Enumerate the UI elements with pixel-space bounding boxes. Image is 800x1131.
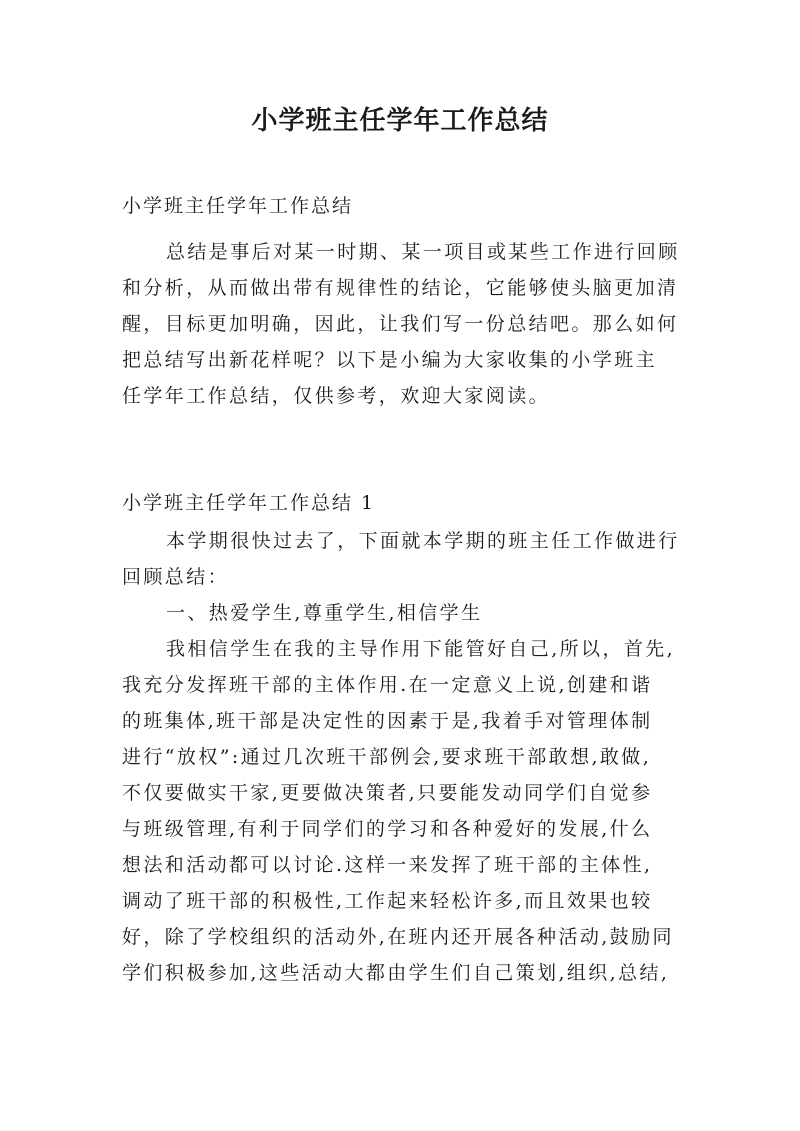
intro-line: 任学年工作总结，仅供参考，欢迎大家阅读。 — [122, 385, 551, 407]
section-body — [122, 523, 682, 991]
document-title: 小学班主任学年工作总结 — [251, 106, 549, 136]
section-heading: 小学班主任学年工作总结 1 — [122, 492, 376, 514]
intro-line: 和分析，从而做出带有规律性的结论，它能够使头脑更加清 — [122, 277, 679, 299]
body-line: 进行“放权”:通过几次班干部例会,要求班干部敢想,敢做, — [122, 746, 652, 768]
intro-line: 醒，目标更加明确，因此，让我们写一份总结吧。那么如何 — [122, 313, 679, 335]
body-line: 我充分发挥班干部的主体作用.在一定意义上说,创建和谐 — [122, 674, 653, 696]
body-subheading: 一、热爱学生,尊重学生,相信学生 — [166, 602, 483, 624]
intro-paragraph — [122, 234, 682, 414]
body-line: 不仅要做实干家,更要做决策者,只要能发动同学们自觉参 — [122, 782, 653, 804]
body-line: 好，除了学校组织的活动外,在班内还开展各种活动,鼓励同 — [122, 926, 674, 948]
body-line: 与班级管理,有利于同学们的学习和各种爱好的发展,什么 — [122, 818, 653, 840]
intro-line: 总结是事后对某一时期、某一项目或某些工作进行回顾 — [166, 241, 680, 263]
body-line: 本学期很快过去了，下面就本学期的班主任工作做进行 — [166, 530, 680, 552]
body-line: 想法和活动都可以讨论.这样一来发挥了班干部的主体性, — [122, 854, 653, 876]
document-subtitle: 小学班主任学年工作总结 — [122, 195, 354, 217]
body-line: 回顾总结： — [122, 566, 230, 588]
body-line: 我相信学生在我的主导作用下能管好自己,所以，首先, — [166, 638, 676, 660]
body-line: 调动了班干部的积极性,工作起来轻松许多,而且效果也较 — [122, 890, 653, 912]
body-line: 学们积极参加,这些活动大都由学生们自己策划,组织,总结, — [122, 962, 670, 984]
intro-line: 把总结写出新花样呢？以下是小编为大家收集的小学班主 — [122, 349, 658, 371]
body-line: 的班集体,班干部是决定性的因素于是,我着手对管理体制 — [122, 710, 653, 732]
